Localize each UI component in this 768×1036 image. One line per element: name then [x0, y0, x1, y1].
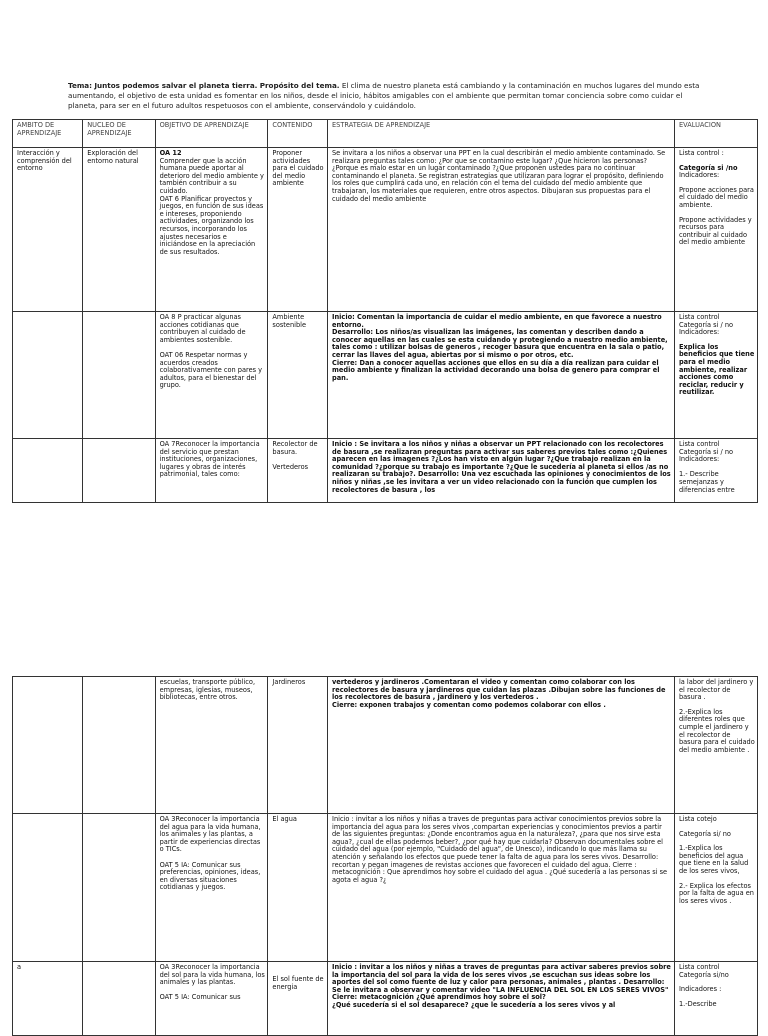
- cell-contenido: El agua: [268, 814, 328, 962]
- proposito-label: Propósito del tema.: [259, 81, 340, 90]
- eval-line: Propone acciones para el cuidado del medio ambiente.: [678, 185, 754, 209]
- cell-contenido: Proponer actividades para el cuidado del medio ambiente: [268, 148, 328, 312]
- table-row: [13, 814, 758, 962]
- cell-ambito: Interacción y comprensión del entorno: [13, 148, 83, 312]
- cell-ambito: [13, 677, 83, 814]
- table-header-row: [13, 120, 758, 148]
- header-contenido: CONTENIDO: [268, 120, 328, 148]
- eval-line: 2.-Explica los diferentes roles que cumple el jardinero y el recolector de basura para el cuidado del medio ambiente .: [678, 707, 755, 754]
- eval-line: Lista control Categoría si / no Indicadores:: [678, 313, 734, 337]
- cell-nucleo: [83, 962, 155, 1036]
- contenido-text: El sol fuente de energia: [272, 975, 324, 991]
- eval-line: Lista control Categoría si / no Indicadores: 1.- Describe semejanzas y diferencias entre: [678, 440, 735, 494]
- eval-line: Lista control Categoría si/no: [678, 963, 729, 979]
- eval-line: Explica los beneficios que tiene para el medio ambiente, realizar acciones como reciclar, reducir y reutilizar.: [678, 342, 755, 397]
- cell-ambito: a: [13, 962, 83, 1036]
- intro-paragraph: [68, 81, 708, 111]
- objetivo-text: Comprender que la acción humana puede aportar al deterioro del medio ambiente y también contribuir a su cuidado. OAT 6 Planificar proyectos y juegos, en función de sus ideas e intereses, proponiendo actividades, organizando los recursos, incorporando los ajustes necesarios e iniciándose en la apreciación de sus resultados.: [159, 156, 264, 256]
- eval-line: Categoría si/ no: [678, 829, 731, 838]
- cell-ambito: [13, 312, 83, 439]
- cell-evaluacion: [674, 814, 757, 962]
- eval-line: la labor del jardinero y el recolector de basura .: [678, 678, 754, 702]
- eval-line: Lista control :: [678, 149, 724, 157]
- cell-contenido: Jardineros: [268, 677, 328, 814]
- cell-objetivo: [155, 148, 268, 312]
- planning-table-part-2: [12, 676, 758, 1036]
- cell-evaluacion: [674, 962, 757, 1036]
- table-row: [13, 148, 758, 312]
- table-row: [13, 962, 758, 1036]
- cell-nucleo: Exploración del entorno natural: [83, 148, 155, 312]
- header-nucleo: NUCLEO DE APRENDIZAJE: [83, 120, 155, 148]
- header-estrategia: ESTRATEGIA DE APRENDIZAJE: [328, 120, 675, 148]
- eval-line: Lista cotejo: [678, 815, 717, 823]
- eval-line: 2.- Explica los efectos por la falta de agua en los seres vivos .: [678, 881, 754, 905]
- planning-table-part-1: [12, 119, 758, 503]
- tema-label: Tema:: [68, 81, 93, 90]
- header-ambito: AMBITO DE APRENDIZAJE: [13, 120, 83, 148]
- cell-evaluacion: [674, 312, 757, 439]
- cell-estrategia: Inicio : invitar a los niños y niñas a traves de preguntas para activar conocimientos previos sobre la importancia del agua para los seres vivos ,compartan experiencias y conocimientos previos a partir de las siguientes preguntas: ¿Donde encontramos agua en la naturaleza?, ¿para que nos sirve esta agua?, ¿cual de ellas podemos beber?, ¿por qué hay que cuidarla? Observan documentales sobre el cuidado del agua (por ejemplo, "Cuidado del agua", de Unesco), indicando lo que más llama su atención y señalando los efectos que puede tener la falta de agua para los seres vivos. Desarrollo: recortan y pegan imagenes de revistas acciones que favorecen el cuidado del agua. Cierre : metacognición : Que aprendimos hoy sobre el cuidado del agua . ¿Qué sucedería a las personas si se agota el agua ?¿: [328, 814, 675, 962]
- cell-contenido: [268, 962, 328, 1036]
- eval-line: Propone actividades y recursos para contribuir al cuidado del medio ambiente: [678, 215, 752, 247]
- cell-contenido: Ambiente sostenible: [268, 312, 328, 439]
- cell-objetivo: OA 3Reconocer la importancia del sol para la vida humana, los animales y las plantas. OAT 5 IA: Comunicar sus: [155, 962, 268, 1036]
- cell-objetivo: OA 7Reconocer la importancia del servicio que prestan instituciones, organizaciones, lugares y obras de interés patrimonial, tales como:: [155, 439, 268, 503]
- table-row: [13, 677, 758, 814]
- table-row: [13, 439, 758, 503]
- header-evaluacion: EVALUACION: [674, 120, 757, 148]
- cell-nucleo: [83, 814, 155, 962]
- cell-evaluacion: [674, 148, 757, 312]
- eval-line: 1.-Describe: [678, 999, 717, 1008]
- table-row: [13, 312, 758, 439]
- cell-objetivo: OA 8 P practicar algunas acciones cotidianas que contribuyen al cuidado de ambientes sostenible. OAT 06 Respetar normas y acuerdos creados colaborativamente con pares y adultos, para el bienestar del grupo.: [155, 312, 268, 439]
- cell-estrategia: Inicio : invitar a los niños y niñas a traves de preguntas para activar saberes previos sobre la importancia del sol para la vida de los seres vivos ,se escuchan sus ideas sobre los aportes del sol como fuente de luz y calor para personas, animales , plantas . Desarrollo: Se le invitara a observar y comentar video "LA INFLUENCIA DEL SOL EN LOS SERES VIVOS" Cierre: metacognición ¿Qué aprendimos hoy sobre el sol? ¿Qué sucedería si el sol desaparece? ¿que le sucedería a los seres vivos y al: [328, 962, 675, 1036]
- objetivo-title: OA 12: [159, 149, 182, 157]
- cell-objetivo: OA 3Reconocer la importancia del agua para la vida humana, los animales y las plantas, a partir de experiencias directas o TICs. OAT 5 IA: Comunicar sus preferencias, opiniones, ideas, en diversas situaciones cotidianas y juegos.: [155, 814, 268, 962]
- eval-line: Indicadores:: [678, 171, 720, 180]
- tema-text: Juntos podemos salvar el planeta tierra.: [94, 81, 258, 90]
- cell-ambito: [13, 439, 83, 503]
- cell-estrategia: Se invitara a los niños a observar una PPT en la cual describirán el medio ambiente contaminado. Se realizara preguntas tales como: ¿Por que se contamino este lugar? ¿Que hicieron las personas?¿Porque es malo estar en un lugar contaminado ?¿Que proponen ustedes para no continuar contaminando el planeta. Se registran estrategias que utilizaran para lograr el propósito, definiendo los roles que cumplirá cada uno, en relación con el tema del cuidado del medio ambiente que trabajaran, los materiales que requieren, entre otros aspectos. Dibujaran sus propuestas para el cuidado del medio ambiente: [328, 148, 675, 312]
- cell-evaluacion: [674, 677, 757, 814]
- cell-contenido: Recolector de basura. Vertederos: [268, 439, 328, 503]
- eval-line: Categoría si /no: [678, 163, 738, 172]
- cell-nucleo: [83, 312, 155, 439]
- cell-estrategia: Inicio: Comentan la importancia de cuidar el medio ambiente, en que favorece a nuestro entorno. Desarrollo: Los niños/as visualizan las imágenes, las comentan y describen dando a conocer aquellas en las cuales se esta cuidando y protegiendo a nuestro medio ambiente, tales como : utilizar bolsas de generos , recoger basura que encuentra en la sala o patio, cerrar las llaves del agua, abiertas por si mismo o por otros, etc. Cierre: Dan a conocer aquellas acciones que ellos en su día a día realizan para cuidar el medio ambiente y finalizan la actividad decorando una bolsa de genero para comprar el pan.: [328, 312, 675, 439]
- cell-estrategia: Inicio : Se invitara a los niños y niñas a observar un PPT relacionado con los recolectores de basura ,se realizaran preguntas para activar sus saberes previos tales como :¿Quienes aparecen en las imagenes ?¿Los han visto en algún lugar ?¿Que trabajo realizan en la comunidad ?¿porque su trabajo es importante ?¿Que le sucedería al planeta si ellos /as no realizaran su trabajo?. Desarrollo: Una vez escuchada las opiniones y conocimientos de los niños y niñas ,se les invitara a ver un video relacionado con la función que cumplen los recolectores de basura , los: [328, 439, 675, 503]
- cell-nucleo: [83, 439, 155, 503]
- cell-nucleo: [83, 677, 155, 814]
- eval-line: 1.-Explica los beneficios del agua que tiene en la salud de los seres vivos,: [678, 844, 749, 875]
- cell-evaluacion: [674, 439, 757, 503]
- intro-text: El clima de nuestro planeta está cambiando y la contaminación en muchos lugares del mundo esta aumentando, el objetivo de esta unidad es fomentar en los niños, desde el inicio, hábitos amigables con el ambiente que permitan tomar conciencia sobre como cuidar el planeta, para ser en el futuro adultos respetuosos con el ambiente, conservándolo y cuidándolo.: [68, 81, 700, 110]
- cell-estrategia: vertederos y jardineros .Comentaran el video y comentan como colaborar con los recolectores de basura y jardineros que cuidan las plazas .Dibujan sobre las funciones de los recolectores de basura , jardinero y los vertederos . Cierre: exponen trabajos y comentan como podemos colaborar con ellos .: [328, 677, 675, 814]
- eval-line: Indicadores :: [678, 985, 722, 994]
- header-objetivo: OBJETIVO DE APRENDIZAJE: [155, 120, 268, 148]
- cell-ambito: [13, 814, 83, 962]
- cell-objetivo: escuelas, transporte público, empresas, iglesias, museos, bibliotecas, entre otros.: [155, 677, 268, 814]
